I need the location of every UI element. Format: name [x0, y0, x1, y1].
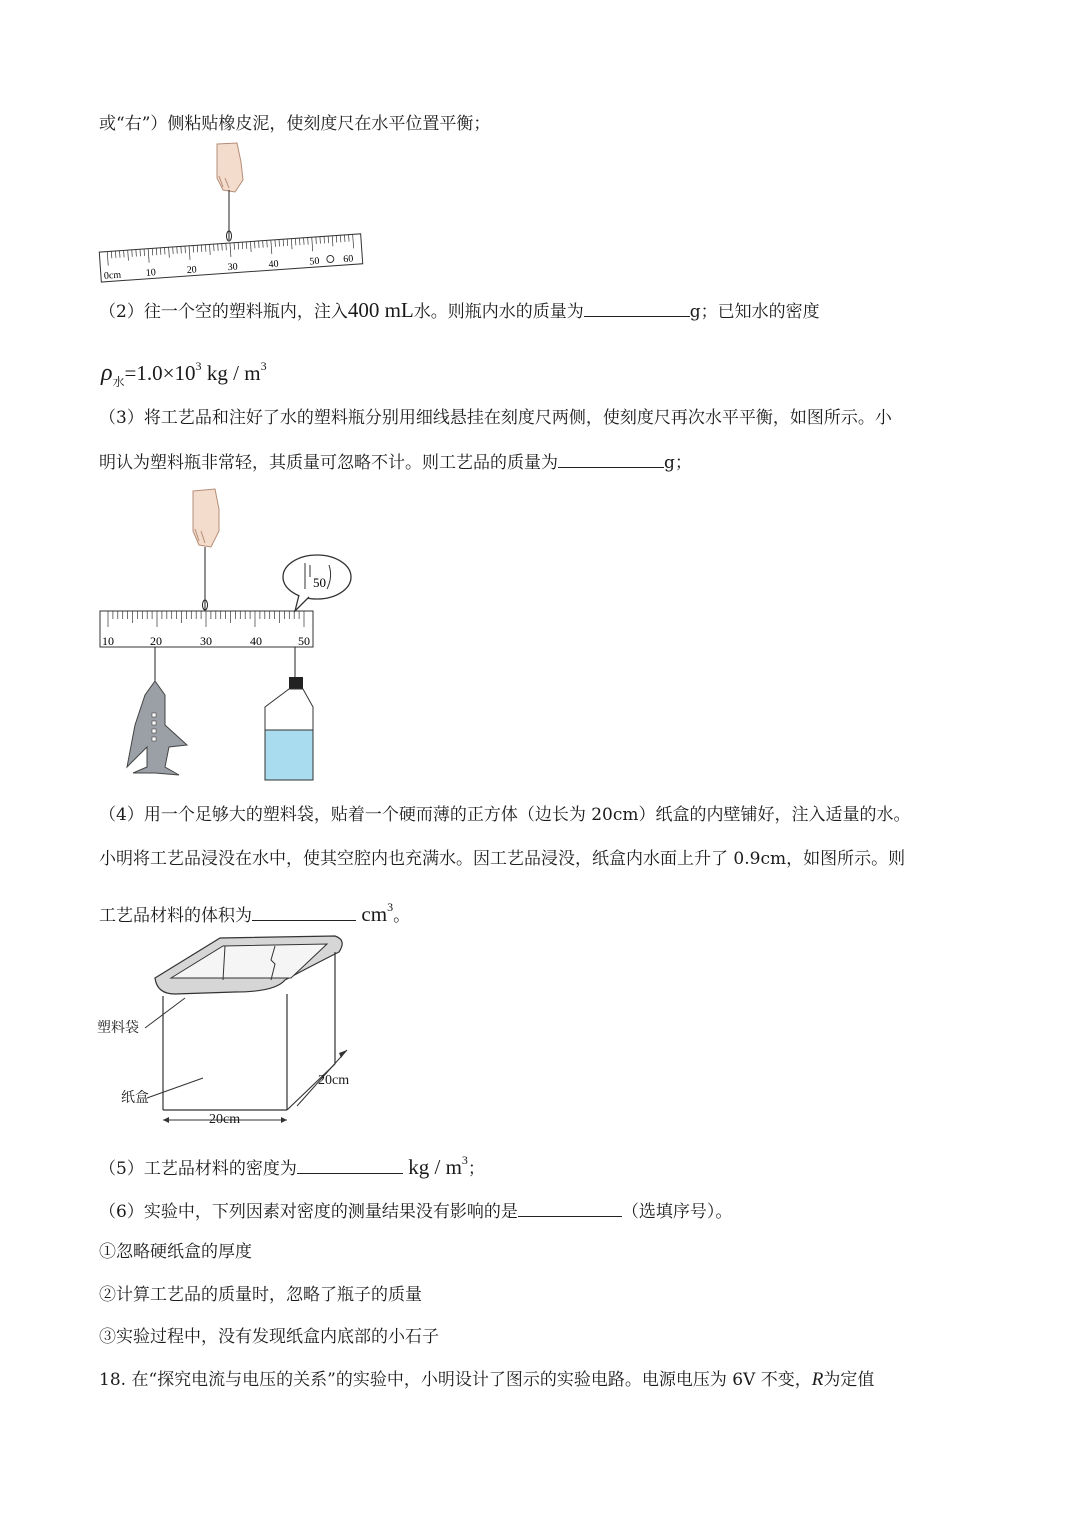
ruler-tick-label: 0cm: [103, 269, 122, 282]
text-line-1: 或“右”）侧粘贴橡皮泥，使刻度尺在水平位置平衡；: [99, 114, 491, 134]
label-depth: 20cm: [318, 1073, 350, 1088]
svg-text:50: 50: [313, 575, 326, 590]
ruler-tick-label: 50: [298, 634, 310, 648]
ruler-tick-label: 20: [186, 264, 198, 277]
text-line-2: （2）往一个空的塑料瓶内，注入400 mL水。则瓶内水的质量为 g；已知水的密度: [99, 298, 820, 322]
label-paper-box: 纸盒: [121, 1090, 149, 1106]
ruler-tick-label: 50: [309, 255, 320, 268]
ruler: [100, 611, 313, 648]
text-line-5: 明认为塑料瓶非常轻，其质量可忽略不计。则工艺品的质量为 g；: [99, 449, 692, 475]
text-line-7: 小明将工艺品浸没在水中，使其空腔内也充满水。因工艺品浸没，纸盒内水面上升了 0.9cm，如图所示。则: [99, 849, 906, 869]
text-line-4: （3）将工艺品和注好了水的塑料瓶分别用细线悬挂在刻度尺两侧，使刻度尺再次水平平衡，如图所示。小: [99, 408, 892, 428]
airplane-icon: [127, 681, 187, 775]
ruler-tick-label: 60: [343, 253, 354, 266]
density-formula: $\rho_水=1.0\times 10^3$ kg / $m^3$: [101, 359, 267, 389]
label-width: 20cm: [209, 1112, 241, 1127]
ruler-tick-label: 20: [150, 634, 162, 648]
option-3: ③实验过程中，没有发现纸盒内底部的小石子: [99, 1327, 439, 1347]
option-1: ①忽略硬纸盒的厚度: [99, 1242, 252, 1262]
ruler-tick-label: 40: [250, 634, 262, 648]
hand-icon: [217, 143, 243, 192]
magnify-bubble: [283, 555, 351, 611]
answer-blank-mass-water[interactable]: [584, 298, 690, 317]
figure-balance: [95, 485, 365, 790]
answer-blank-volume[interactable]: [252, 902, 356, 921]
plastic-bag: [155, 936, 342, 994]
answer-blank-mass-artwork[interactable]: [558, 449, 664, 468]
water-bottle-icon: [265, 677, 313, 780]
text-line-10: （6）实验中，下列因素对密度的测量结果没有影响的是 （选填序号）。: [99, 1198, 732, 1224]
text-line-9: （5）工艺品材料的密度为 kg / $m^3$；: [99, 1153, 485, 1179]
option-2: ②计算工艺品的质量时，忽略了瓶子的质量: [99, 1285, 422, 1305]
answer-blank-options[interactable]: [518, 1198, 622, 1217]
ruler-tick-label: 10: [145, 267, 157, 279]
ruler-tick-label: 30: [200, 634, 212, 648]
ruler: [99, 234, 362, 282]
text-line-8: 工艺品材料的体积为 $cm^3$。: [99, 900, 411, 926]
ruler-tick-label: 30: [227, 261, 239, 274]
answer-blank-density[interactable]: [297, 1155, 403, 1174]
hand-icon: [193, 489, 219, 547]
label-plastic-bag: 塑料袋: [97, 1020, 139, 1036]
text-line-6: （4）用一个足够大的塑料袋，贴着一个硬而薄的正方体（边长为 20cm）纸盒的内壁铺好，注入适量的水。: [99, 805, 911, 825]
figure-ruler-hand: [95, 140, 375, 285]
ruler-tick-label: 40: [268, 258, 279, 271]
ruler-tick-label: 10: [102, 634, 114, 648]
question-18: 18. 在“探究电流与电压的关系”的实验中，小明设计了图示的实验电路。电源电压为 6V 不变，R为定值: [99, 1369, 875, 1390]
